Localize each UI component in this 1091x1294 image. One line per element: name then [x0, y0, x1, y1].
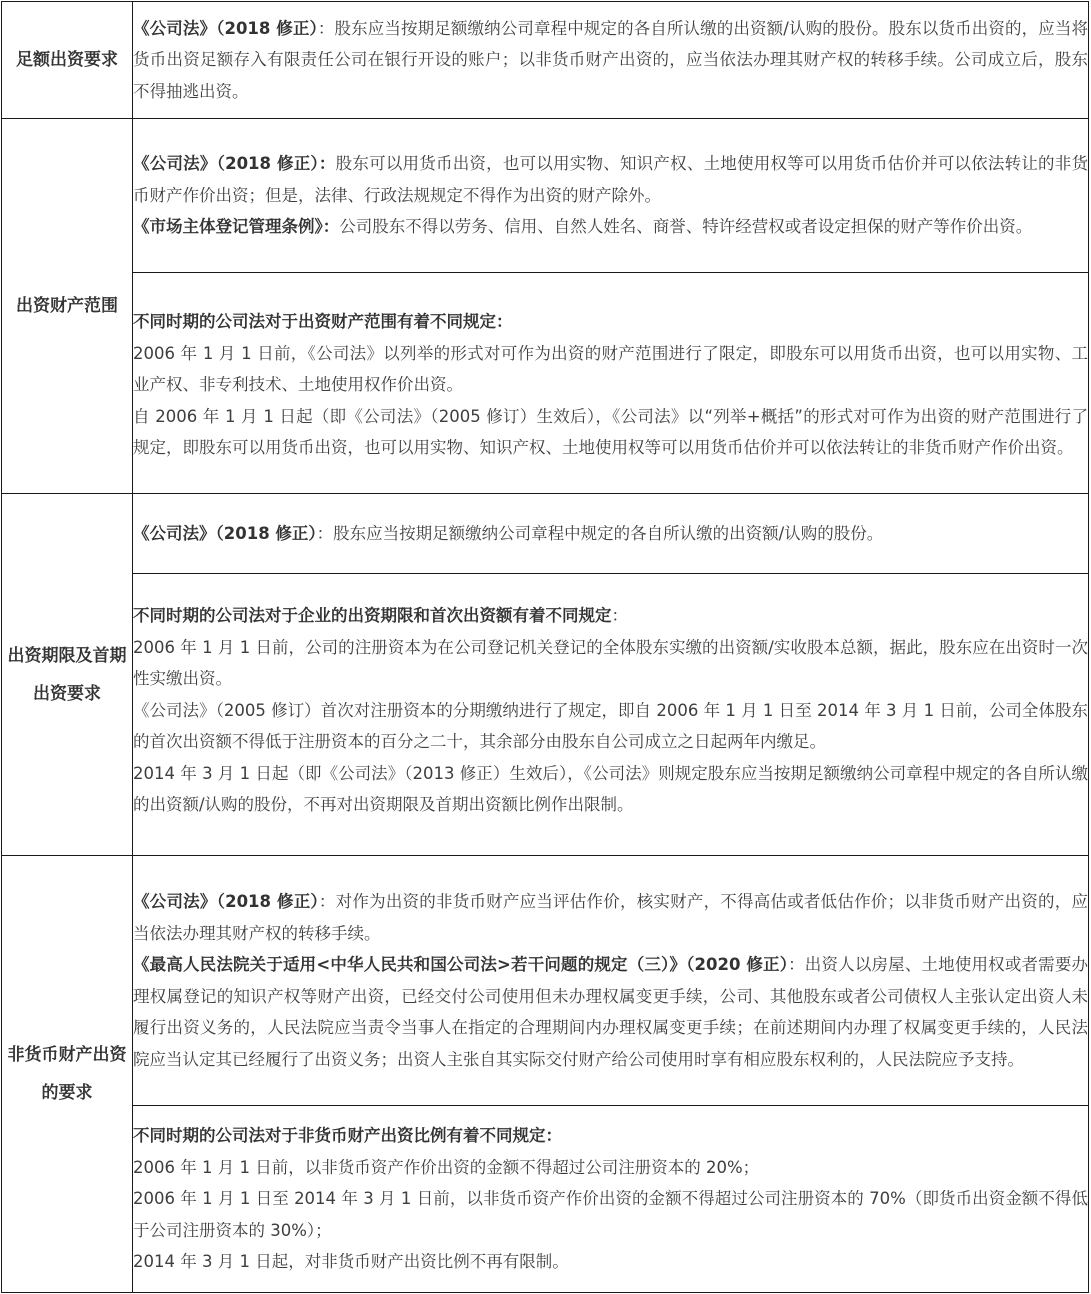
paragraph: [133, 401, 1088, 464]
paragraph: [133, 632, 1088, 695]
content-cell: [133, 856, 1089, 1106]
table-row-property-scope: [2, 119, 1089, 273]
capital-contribution-table: [1, 1, 1089, 1293]
paragraph-text: ：股东应当按期足额缴纳公司章程中规定的各自所认缴的出资额/认购的股份。: [316, 523, 884, 543]
table-row-contribution-deadline-history: [2, 574, 1089, 856]
paragraph-text: 2006 年 1 月 1 日至 2014 年 3 月 1 日前，以非货币资产作价出资的金额不得超过公司注册资本的 70%（即货币出资金额不得低于公司注册资本的 30%）；: [133, 1189, 1088, 1240]
table-row-contribution-deadline: [2, 494, 1089, 574]
content-cell: [133, 574, 1089, 856]
table-row-non-monetary-history: [2, 1106, 1089, 1293]
heading-text: 不同时期的公司法对于非货币财产出资比例有着不同规定：: [133, 1126, 562, 1146]
row-label: 非货币财产出资的要求: [2, 856, 133, 1293]
heading-colon: ：: [611, 606, 628, 626]
paragraph: [133, 949, 1088, 1075]
row-label: 出资财产范围: [2, 119, 133, 494]
content-cell: [133, 273, 1089, 494]
paragraph: [133, 338, 1088, 401]
table-row-full-contribution: [2, 2, 1089, 119]
section-heading: [133, 1120, 1088, 1152]
law-citation: 《市场主体登记管理条例》：: [133, 217, 340, 237]
section-heading: [133, 600, 1088, 632]
content-cell: [133, 1106, 1089, 1293]
law-citation: 《最高人民法院关于适用<中华人民共和国公司法>若干问题的规定（三）》（2020 修正）: [133, 955, 789, 974]
paragraph-text: ：出资人以房屋、土地使用权或者需要办理权属登记的知识产权等财产出资，已经交付公司使用但未办理权属变更手续，公司、其他股东或者公司债权人主张认定出资人未履行出资义务的，人民法院应当责令当事人在指定的合理期间内办理权属变更手续；在前述期间内办理了权属变更手续的，人民法院应当认定其已经履行了出资义务；出资人主张自其实际交付财产给公司使用时享有相应股东权利的，人民法院应予支持。: [133, 955, 1089, 1069]
law-citation: 《公司法》（2018 修正）：: [133, 154, 336, 174]
paragraph-text: 2014 年 3 月 1 日起，对非货币财产出资比例不再有限制。: [133, 1252, 569, 1272]
paragraph: [133, 211, 1088, 243]
paragraph: [133, 758, 1088, 821]
paragraph-text: 股东可以用货币出资，也可以用实物、知识产权、土地使用权等可以用货币估价并可以依法转让的非货币财产作价出资；但是，法律、行政法规规定不得作为出资的财产除外。: [133, 154, 1089, 205]
paragraph-text: 2006 年 1 月 1 日前，公司的注册资本为在公司登记机关登记的全体股东实缴的出资额/实收股本总额，据此，股东应在出资时一次性实缴出资。: [133, 637, 1088, 689]
paragraph-text: 2006 年 1 月 1 日前，以非货币资产作价出资的金额不得超过公司注册资本的 20%；: [133, 1157, 760, 1177]
paragraph: [133, 886, 1088, 949]
content-cell: [133, 2, 1089, 119]
heading-text: 不同时期的公司法对于企业的出资期限和首次出资额有着不同规定: [133, 606, 612, 626]
table-row-property-scope-history: [2, 273, 1089, 494]
paragraph-text: 《公司法》（2005 修订）首次对注册资本的分期缴纳进行了规定，即自 2006 年 1 月 1 日至 2014 年 3 月 1 日前，公司全体股东的首次出资额不得低于注册资本的百分之二十，其余部分由股东自公司成立之日起两年内缴足。: [133, 700, 1088, 752]
paragraph: [133, 695, 1088, 758]
paragraph-text: ：股东应当按期足额缴纳公司章程中规定的各自所认缴的出资额/认购的股份。股东以货币出资的，应当将货币出资足额存入有限责任公司在银行开设的账户；以非货币财产出资的，应当依法办理其财产权的转移手续。公司成立后，股东不得抽逃出资。: [133, 18, 1089, 101]
paragraph: [133, 1183, 1088, 1246]
paragraph: [133, 518, 1088, 550]
paragraph-text: ：对作为出资的非货币财产应当评估作价，核实财产，不得高估或者低估作价；以非货币财产出资的，应当依法办理其财产权的转移手续。: [133, 892, 1089, 943]
paragraph: [133, 13, 1088, 108]
paragraph-text: 自 2006 年 1 月 1 日起（即《公司法》（2005 修订）生效后），《公司法》以“列举+概括”的形式对可作为出资的财产范围进行了规定，即股东可以用货币出资，也可以用实物、知识产权、土地使用权等可以用货币估价并可以依法转让的非货币财产作价出资。: [133, 406, 1088, 458]
heading-text: 不同时期的公司法对于出资财产范围有着不同规定：: [133, 312, 513, 332]
content-cell: [133, 119, 1089, 273]
paragraph: [133, 1152, 1088, 1184]
law-citation: 《公司法》（2018 修正）: [133, 523, 317, 543]
paragraph: [133, 148, 1088, 211]
law-citation: 《公司法》（2018 修正）: [133, 18, 318, 38]
section-heading: [133, 306, 1088, 338]
row-label: 足额出资要求: [2, 2, 133, 119]
content-cell: [133, 494, 1089, 574]
row-label: 出资期限及首期出资要求: [2, 494, 133, 856]
paragraph-text: 公司股东不得以劳务、信用、自然人姓名、商誉、特许经营权或者设定担保的财产等作价出资。: [339, 217, 1033, 237]
law-citation: 《公司法》（2018 修正）: [133, 892, 319, 911]
paragraph: [133, 1246, 1088, 1278]
table-row-non-monetary: [2, 856, 1089, 1106]
paragraph-text: 2006 年 1 月 1 日前，《公司法》以列举的形式对可作为出资的财产范围进行了限定，即股东可以用货币出资，也可以用实物、工业产权、非专利技术、土地使用权作价出资。: [133, 343, 1088, 395]
paragraph-text: 2014 年 3 月 1 日起（即《公司法》（2013 修正）生效后），《公司法》则规定股东应当按期足额缴纳公司章程中规定的各自所认缴的出资额/认购的股份，不再对出资期限及首期出资额比例作出限制。: [133, 763, 1088, 815]
